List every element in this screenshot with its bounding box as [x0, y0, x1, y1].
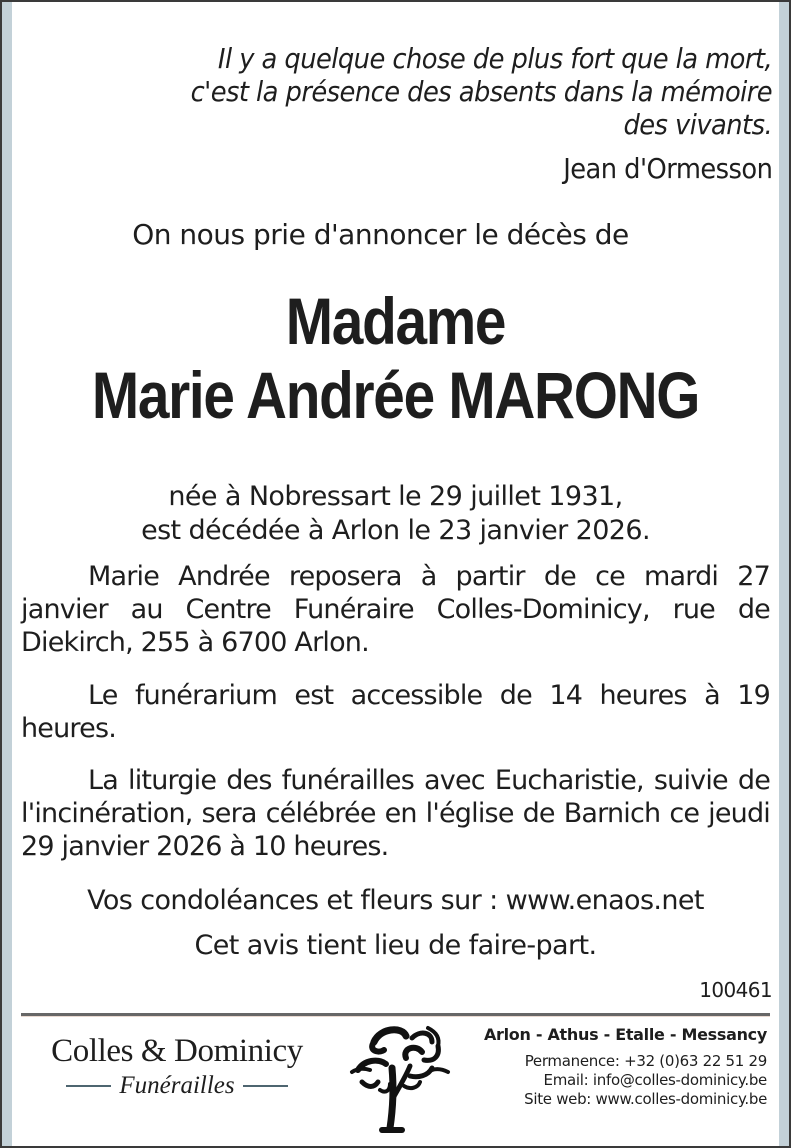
- death-line: est décédée à Arlon le 23 janvier 2026.: [141, 515, 650, 546]
- obituary-sheet: [12, 2, 779, 1146]
- brand-subtitle-text: Funérailles: [119, 1072, 235, 1099]
- funeral-home-contact: [484, 1024, 767, 1109]
- funeral-home-brand: [32, 1032, 322, 1100]
- phone-line: Permanence: +32 (0)63 22 51 29: [524, 1052, 767, 1070]
- birth-line: née à Nobressart le 29 juillet 1931,: [168, 481, 623, 512]
- notice-line: Cet avis tient lieu de faire-part.: [194, 930, 597, 961]
- brand-name: Colles & Dominicy: [51, 1033, 303, 1069]
- quote-line: Il y a quelque chose de plus fort que la mort,: [217, 42, 773, 75]
- deceased-title: Madame: [285, 284, 506, 358]
- epigraph-quote: [190, 42, 772, 141]
- tree-icon: [344, 1020, 454, 1140]
- paragraph-viewing: [21, 560, 770, 659]
- quote-line: c'est la présence des absents dans la mémoire: [190, 75, 772, 108]
- reference-number: 100461: [699, 978, 772, 1002]
- condolences-line: Vos condoléances et fleurs sur : www.enaos.net: [87, 885, 704, 916]
- paragraph-text: La liturgie des funérailles avec Eucharistie, suivie de l'incinération, sera célébrée en l'église de Barnich ce jeudi 29 janvier 2026 à 10 heures.: [21, 765, 770, 862]
- paragraph-text: Marie Andrée reposera à partir de ce mardi 27 janvier au Centre Funéraire Colles-Dominicy, rue de Diekirch, 255 à 6700 Arlon.: [21, 561, 770, 658]
- brand-rule-left: [66, 1085, 111, 1087]
- brand-subtitle: [32, 1072, 322, 1100]
- paragraph-funeral: [21, 764, 770, 863]
- deceased-name-block: [12, 284, 779, 432]
- footer-separator: [21, 1013, 770, 1017]
- paragraph-text: Le funérarium est accessible de 14 heures à 19 heures.: [21, 680, 770, 744]
- deceased-name: Marie Andrée MARONG: [91, 358, 700, 432]
- announcement-text: On nous prie d'annoncer le décès de: [132, 218, 629, 251]
- locations: Arlon - Athus - Etalle - Messancy: [483, 1025, 767, 1044]
- website-line: Site web: www.colles-dominicy.be: [524, 1090, 767, 1108]
- email-line: Email: info@colles-dominicy.be: [543, 1071, 767, 1089]
- life-dates: [12, 480, 779, 548]
- quote-author: Jean d'Ormesson: [562, 152, 772, 185]
- paragraph-hours: [21, 679, 770, 745]
- brand-rule-right: [243, 1085, 288, 1087]
- quote-line: des vivants.: [623, 108, 772, 141]
